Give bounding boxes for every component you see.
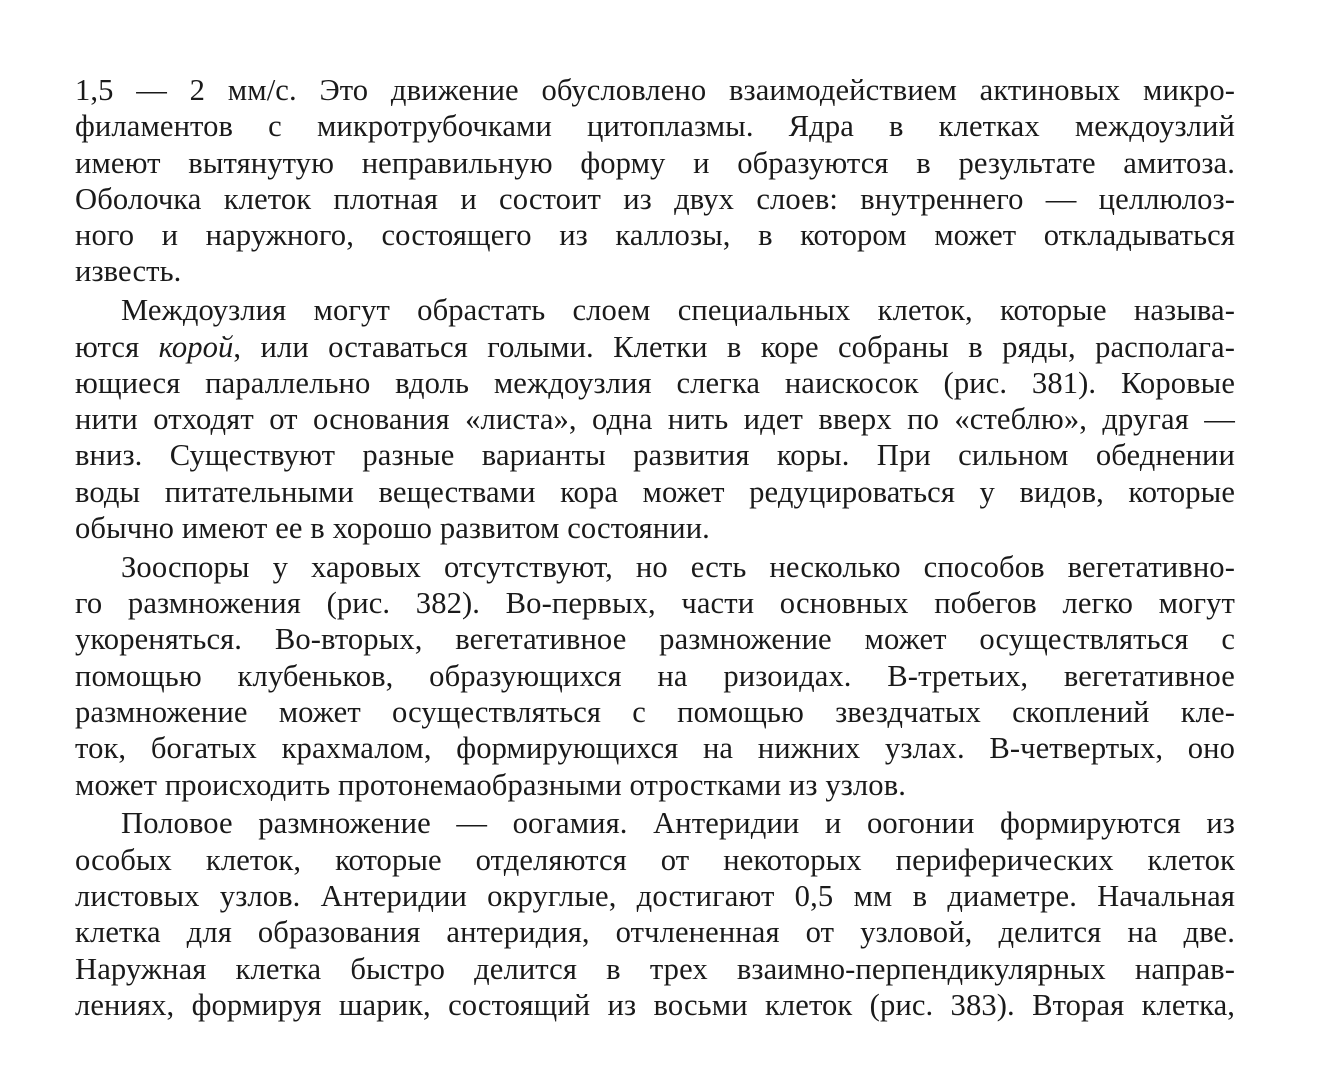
text-line: листовых узлов. Антеридии округлые, достигают 0,5 мм в диаметре. Начальная [75, 879, 1235, 914]
text-line: известь. [75, 254, 182, 289]
text-line: Междоузлия могут обрастать слоем специальных клеток, которые называ- [121, 293, 1235, 328]
page-body [75, 72, 1235, 1026]
text-line: вниз. Существуют разные варианты развития коры. При сильном обеднении [75, 438, 1235, 473]
text-line: филаментов с микротрубочками цитоплазмы. Ядра в клетках междоузлий [75, 109, 1235, 144]
paragraph-2 [75, 292, 1235, 546]
text-line: Оболочка клеток плотная и состоит из двух слоев: внутреннего — целлюлоз- [75, 181, 1235, 216]
text-line: особых клеток, которые отделяются от некоторых периферических клеток [75, 842, 1235, 877]
text-line: ющиеся параллельно вдоль междоузлия слегка наискосок (рис. 381). Коровые [75, 365, 1235, 400]
text-fragment: , или оставаться голыми. Клетки в коре собраны в ряды, располага- [233, 329, 1235, 364]
paragraph-3 [75, 549, 1235, 803]
text-line: лениях, формируя шарик, состоящий из восьми клеток (рис. 383). Вторая клетка, [75, 987, 1235, 1022]
text-line: Половое размножение — оогамия. Антеридии и оогонии формируются из [121, 806, 1235, 841]
text-line: воды питательными веществами кора может редуцироваться у видов, которые [75, 474, 1235, 509]
text-line: Зооспоры у харовых отсутствуют, но есть несколько способов вегетативно- [121, 549, 1235, 584]
text-line: помощью клубеньков, образующихся на ризоидах. В-третьих, вегетативное [75, 658, 1235, 693]
text-line: размножение может осуществляться с помощью звездчатых скоплений кле- [75, 695, 1235, 730]
text-line: может происходить протонемаобразными отростками из узлов. [75, 767, 906, 802]
text-line: клетка для образования антеридия, отчлененная от узловой, делится на две. [75, 915, 1235, 950]
text-line: нити отходят от основания «листа», одна нить идет вверх по «стеблю», другая — [75, 402, 1235, 437]
text-fragment: ются [75, 329, 159, 364]
italic-term: корой [158, 329, 234, 364]
text-line: укореняться. Во-вторых, вегетативное размножение может осуществляться с [75, 622, 1235, 657]
text-line: ток, богатых крахмалом, формирующихся на нижних узлах. В-четвертых, оно [75, 731, 1235, 766]
text-line: го размножения (рис. 382). Во-первых, части основных побегов легко могут [75, 586, 1235, 621]
text-line: 1,5 — 2 мм/с. Это движение обусловлено взаимодействием актиновых микро- [75, 73, 1235, 107]
text-line: Наружная клетка быстро делится в трех взаимно-перпендикулярных направ- [75, 951, 1235, 986]
paragraph-1 [75, 72, 1235, 290]
paragraph-4 [75, 805, 1235, 1023]
text-line: ного и наружного, состоящего из каллозы, в котором может откладываться [75, 218, 1235, 253]
text-line-with-term [75, 329, 1235, 365]
text-line: имеют вытянутую неправильную форму и образуются в результате амитоза. [75, 145, 1235, 180]
text-line: обычно имеют ее в хорошо развитом состоянии. [75, 511, 710, 546]
